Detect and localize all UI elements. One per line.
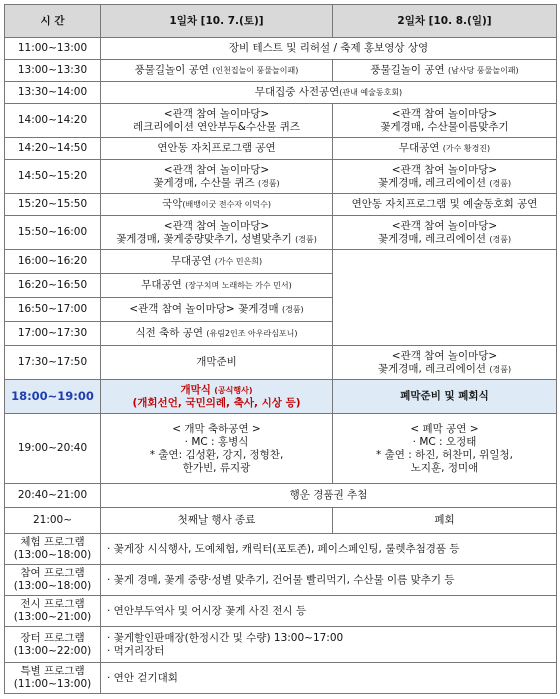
header-day1: 1일차 [10. 7.(토)] (101, 5, 333, 38)
program-row (5, 627, 557, 663)
event-cell: 식전 축하 공연 (유림2인조 아우라심포니) (101, 322, 333, 346)
event-cell: 무대공연 (가수 민은희) (101, 250, 333, 274)
event-cell: <관객 참여 놀이마당> 꽃게경매 (경품) (101, 298, 333, 322)
program-desc-cell: · 꽃게할인판매장(한정시간 및 수량) 13:00~17:00 · 먹거리장터 (101, 627, 557, 663)
event-cell: < 개막 축하공연 > · MC : 홍병식 * 출연: 김성환, 강지, 정형찬, 한가빈, 류지광 (101, 414, 333, 484)
table-row (5, 216, 557, 250)
time-cell: 21:00~ (5, 508, 101, 534)
table-row (5, 38, 557, 60)
program-desc-cell: · 꽃게장 시식행사, 도예체험, 캐릭터(포토존), 페이스페인팅, 룰렛추첨경품 등 (101, 534, 557, 565)
event-cell: < 폐막 공연 > · MC : 오정태 * 출연 : 하진, 허찬미, 위일청, 노지훈, 정미애 (333, 414, 557, 484)
time-cell: 19:00~20:40 (5, 414, 101, 484)
program-desc-cell: · 연안부두역사 및 어시장 꽃게 사진 전시 등 (101, 596, 557, 627)
table-row (5, 194, 557, 216)
program-row (5, 596, 557, 627)
opening-ceremony-cell: 개막식 (공식행사) (개회선언, 국민의례, 축사, 시상 등) (101, 380, 333, 414)
table-row (5, 346, 557, 380)
table-row (5, 138, 557, 160)
time-cell: 20:40~21:00 (5, 484, 101, 508)
time-cell: 17:00~17:30 (5, 322, 101, 346)
event-cell: 무대공연 (가수 황경진) (333, 138, 557, 160)
time-cell: 13:30~14:00 (5, 82, 101, 104)
program-row (5, 565, 557, 596)
time-cell: 13:00~13:30 (5, 60, 101, 82)
time-cell: 16:50~17:00 (5, 298, 101, 322)
header-day2: 2일차 [10. 8.(일)] (333, 5, 557, 38)
event-cell: 연안동 자치프로그램 공연 (101, 138, 333, 160)
event-cell: 풍물길놀이 공연 (남사당 풍물놀이패) (333, 60, 557, 82)
event-cell: 첫째날 행사 종료 (101, 508, 333, 534)
event-cell: <관객 참여 놀이마당> 레크리에이션 연안부두&수산물 퀴즈 (101, 104, 333, 138)
table-row (5, 60, 557, 82)
time-cell: 14:20~14:50 (5, 138, 101, 160)
event-cell: 무대공연 (장구치며 노래하는 가수 민서) (101, 274, 333, 298)
event-cell: 국악(배뱅이굿 전수자 이덕수) (101, 194, 333, 216)
event-cell: 개막준비 (101, 346, 333, 380)
program-desc-cell: · 연안 걷기대회 (101, 663, 557, 694)
program-row (5, 534, 557, 565)
time-cell: 15:50~16:00 (5, 216, 101, 250)
table-row (5, 508, 557, 534)
header-row (5, 5, 557, 38)
event-cell: 행운 경품권 추첨 (101, 484, 557, 508)
program-name-cell: 장터 프로그램 (13:00~22:00) (5, 627, 101, 663)
event-cell: 무대집중 사전공연(관내 예술동호회) (101, 82, 557, 104)
event-cell: 장비 테스트 및 리허설 / 축제 홍보영상 상영 (101, 38, 557, 60)
closing-ceremony-cell: 폐막준비 및 폐회식 (333, 380, 557, 414)
event-cell: <관객 참여 놀이마당> 꽃게경매, 수산물이름맞추기 (333, 104, 557, 138)
program-row (5, 663, 557, 694)
time-cell: 14:00~14:20 (5, 104, 101, 138)
time-cell: 18:00~19:00 (5, 380, 101, 414)
program-desc-cell: · 꽃게 경매, 꽃게 중량·성별 맞추기, 건어물 빨리먹기, 수산물 이름 맞추기 등 (101, 565, 557, 596)
table-row (5, 484, 557, 508)
event-cell: 폐회 (333, 508, 557, 534)
event-cell: 풍물길놀이 공연 (인천집놀이 풍물놀이패) (101, 60, 333, 82)
table-row (5, 250, 557, 274)
time-cell: 15:20~15:50 (5, 194, 101, 216)
table-row-highlight (5, 380, 557, 414)
festival-schedule-table (4, 4, 557, 694)
header-time: 시 간 (5, 5, 101, 38)
time-cell: 11:00~13:00 (5, 38, 101, 60)
time-cell: 16:20~16:50 (5, 274, 101, 298)
time-cell: 16:00~16:20 (5, 250, 101, 274)
program-name-cell: 참여 프로그램 (13:00~18:00) (5, 565, 101, 596)
event-cell: <관객 참여 놀이마당> 꽃게경매, 레크리에이션 (경품) (333, 346, 557, 380)
event-cell-merged (333, 250, 557, 346)
event-cell: <관객 참여 놀이마당> 꽃게경매, 수산물 퀴즈 (경품) (101, 160, 333, 194)
time-cell: 14:50~15:20 (5, 160, 101, 194)
table-row (5, 82, 557, 104)
table-row (5, 104, 557, 138)
program-name-cell: 특별 프로그램 (11:00~13:00) (5, 663, 101, 694)
event-cell: <관객 참여 놀이마당> 꽃게경매, 꽃게중량맞추기, 성별맞추기 (경품) (101, 216, 333, 250)
program-name-cell: 체험 프로그램 (13:00~18:00) (5, 534, 101, 565)
table-row (5, 160, 557, 194)
table-row (5, 414, 557, 484)
event-cell: <관객 참여 놀이마당> 꽃게경매, 레크리에이션 (경품) (333, 160, 557, 194)
program-name-cell: 전시 프로그램 (13:00~21:00) (5, 596, 101, 627)
time-cell: 17:30~17:50 (5, 346, 101, 380)
event-cell: 연안동 자치프로그램 및 예술동호회 공연 (333, 194, 557, 216)
event-cell: <관객 참여 놀이마당> 꽃게경매, 레크리에이션 (경품) (333, 216, 557, 250)
